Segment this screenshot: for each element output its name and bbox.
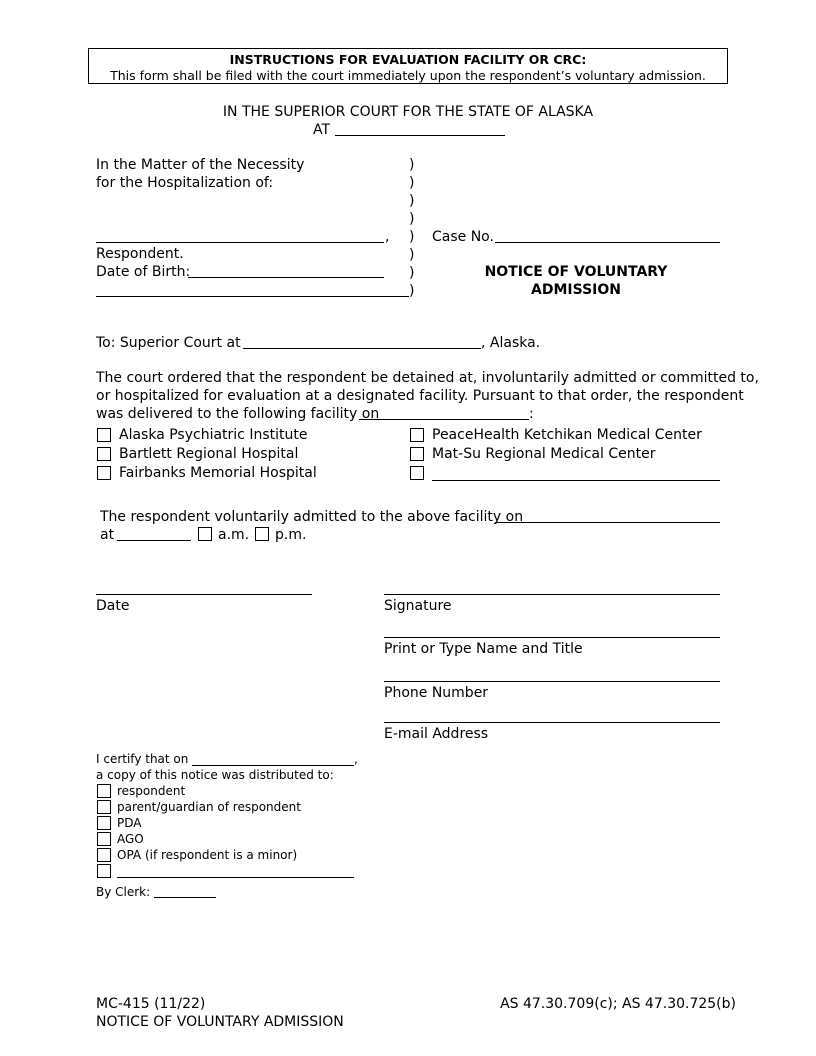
dob-field[interactable] [188, 277, 384, 278]
caption-paren: ) [409, 193, 415, 209]
respondent-name-field[interactable] [96, 242, 384, 243]
delivery-date-field[interactable] [359, 419, 529, 420]
signature-label: Signature [384, 598, 452, 614]
by-clerk-label: By Clerk: [96, 885, 151, 899]
respondent-label: Respondent. [96, 246, 184, 262]
recipient-checkbox-ago[interactable] [97, 832, 111, 846]
recipient-label-guardian: parent/guardian of respondent [117, 800, 301, 814]
voluntary-text: The respondent voluntarily admitted to the above facility on [100, 509, 524, 525]
email-line[interactable] [384, 722, 720, 723]
caption-paren: ) [409, 265, 415, 281]
facility-checkbox-fairbanks[interactable] [97, 466, 111, 480]
facility-label-matsu: Mat-Su Regional Medical Center [432, 446, 656, 462]
name-title-label: Print or Type Name and Title [384, 641, 583, 657]
facility-checkbox-bartlett[interactable] [97, 447, 111, 461]
caption-bottom-line [96, 296, 409, 297]
order-text-line-3: was delivered to the following facility on [96, 406, 380, 422]
signature-line[interactable] [384, 594, 720, 595]
recipient-label-opa: OPA (if respondent is a minor) [117, 848, 298, 862]
certify-comma: , [354, 752, 358, 766]
facility-label-fairbanks: Fairbanks Memorial Hospital [119, 465, 317, 481]
notice-title-line-2: ADMISSION [531, 282, 621, 298]
case-no-label: Case No. [432, 229, 494, 245]
recipient-checkbox-other[interactable] [97, 864, 111, 878]
phone-line[interactable] [384, 681, 720, 682]
facility-other-field[interactable] [432, 480, 720, 481]
facility-label-peacehealth: PeaceHealth Ketchikan Medical Center [432, 427, 702, 443]
order-text-line-2: or hospitalized for evaluation at a designated facility. Pursuant to that order, the respondent [96, 388, 744, 404]
name-title-line[interactable] [384, 637, 720, 638]
recipient-label-ago: AGO [117, 832, 144, 846]
voluntary-date-field[interactable] [495, 522, 720, 523]
caption-paren: ) [409, 283, 415, 299]
clerk-initials-field[interactable] [154, 897, 216, 898]
recipient-checkbox-respondent[interactable] [97, 784, 111, 798]
footer-form-name: NOTICE OF VOLUNTARY ADMISSION [96, 1014, 344, 1030]
am-checkbox[interactable] [198, 527, 212, 541]
case-no-field[interactable] [495, 242, 720, 243]
phone-label: Phone Number [384, 685, 489, 701]
court-at-label: AT [313, 122, 331, 138]
order-colon: : [529, 406, 534, 422]
to-suffix: , Alaska. [481, 335, 541, 351]
notice-title-line-1: NOTICE OF VOLUNTARY [484, 264, 668, 280]
am-label: a.m. [218, 527, 250, 543]
voluntary-time-field[interactable] [117, 540, 191, 541]
caption-paren: ) [409, 229, 415, 245]
matter-line-2: for the Hospitalization of: [96, 175, 274, 191]
recipient-checkbox-pda[interactable] [97, 816, 111, 830]
dob-label: Date of Birth: [96, 264, 191, 280]
date-signature-line[interactable] [96, 594, 312, 595]
instructions-title: INSTRUCTIONS FOR EVALUATION FACILITY OR CRC: [229, 52, 587, 67]
pm-label: p.m. [275, 527, 307, 543]
instructions-box [88, 48, 728, 84]
caption-paren: ) [409, 247, 415, 263]
to-label: To: Superior Court at [96, 335, 241, 351]
caption-paren: ) [409, 211, 415, 227]
court-location-field[interactable] [335, 135, 505, 136]
order-text-line-1: The court ordered that the respondent be detained at, involuntarily admitted or committed to, [96, 370, 759, 386]
certify-date-field[interactable] [192, 765, 354, 766]
caption-paren: ) [409, 175, 415, 191]
email-label: E-mail Address [384, 726, 489, 742]
superior-court-location-field[interactable] [243, 348, 481, 349]
footer-statute: AS 47.30.709(c); AS 47.30.725(b) [500, 996, 736, 1012]
facility-checkbox-api[interactable] [97, 428, 111, 442]
court-heading: IN THE SUPERIOR COURT FOR THE STATE OF ALASKA [222, 104, 594, 120]
instructions-body: This form shall be filed with the court immediately upon the respondent’s voluntary admission. [110, 68, 706, 83]
date-label: Date [96, 598, 130, 614]
recipient-label-pda: PDA [117, 816, 142, 830]
recipient-label-respondent: respondent [117, 784, 186, 798]
matter-line-1: In the Matter of the Necessity [96, 157, 305, 173]
certify-line-1: I certify that on [96, 752, 189, 766]
recipient-checkbox-opa[interactable] [97, 848, 111, 862]
facility-checkbox-other[interactable] [410, 466, 424, 480]
caption-paren: ) [409, 157, 415, 173]
footer-form-number: MC-415 (11/22) [96, 996, 206, 1012]
voluntary-at-label: at [100, 527, 115, 543]
facility-label-api: Alaska Psychiatric Institute [119, 427, 308, 443]
respondent-name-comma: , [385, 229, 390, 245]
certify-line-2: a copy of this notice was distributed to: [96, 768, 334, 782]
facility-label-bartlett: Bartlett Regional Hospital [119, 446, 299, 462]
recipient-checkbox-guardian[interactable] [97, 800, 111, 814]
pm-checkbox[interactable] [255, 527, 269, 541]
facility-checkbox-peacehealth[interactable] [410, 428, 424, 442]
facility-checkbox-matsu[interactable] [410, 447, 424, 461]
recipient-other-field[interactable] [117, 877, 354, 878]
